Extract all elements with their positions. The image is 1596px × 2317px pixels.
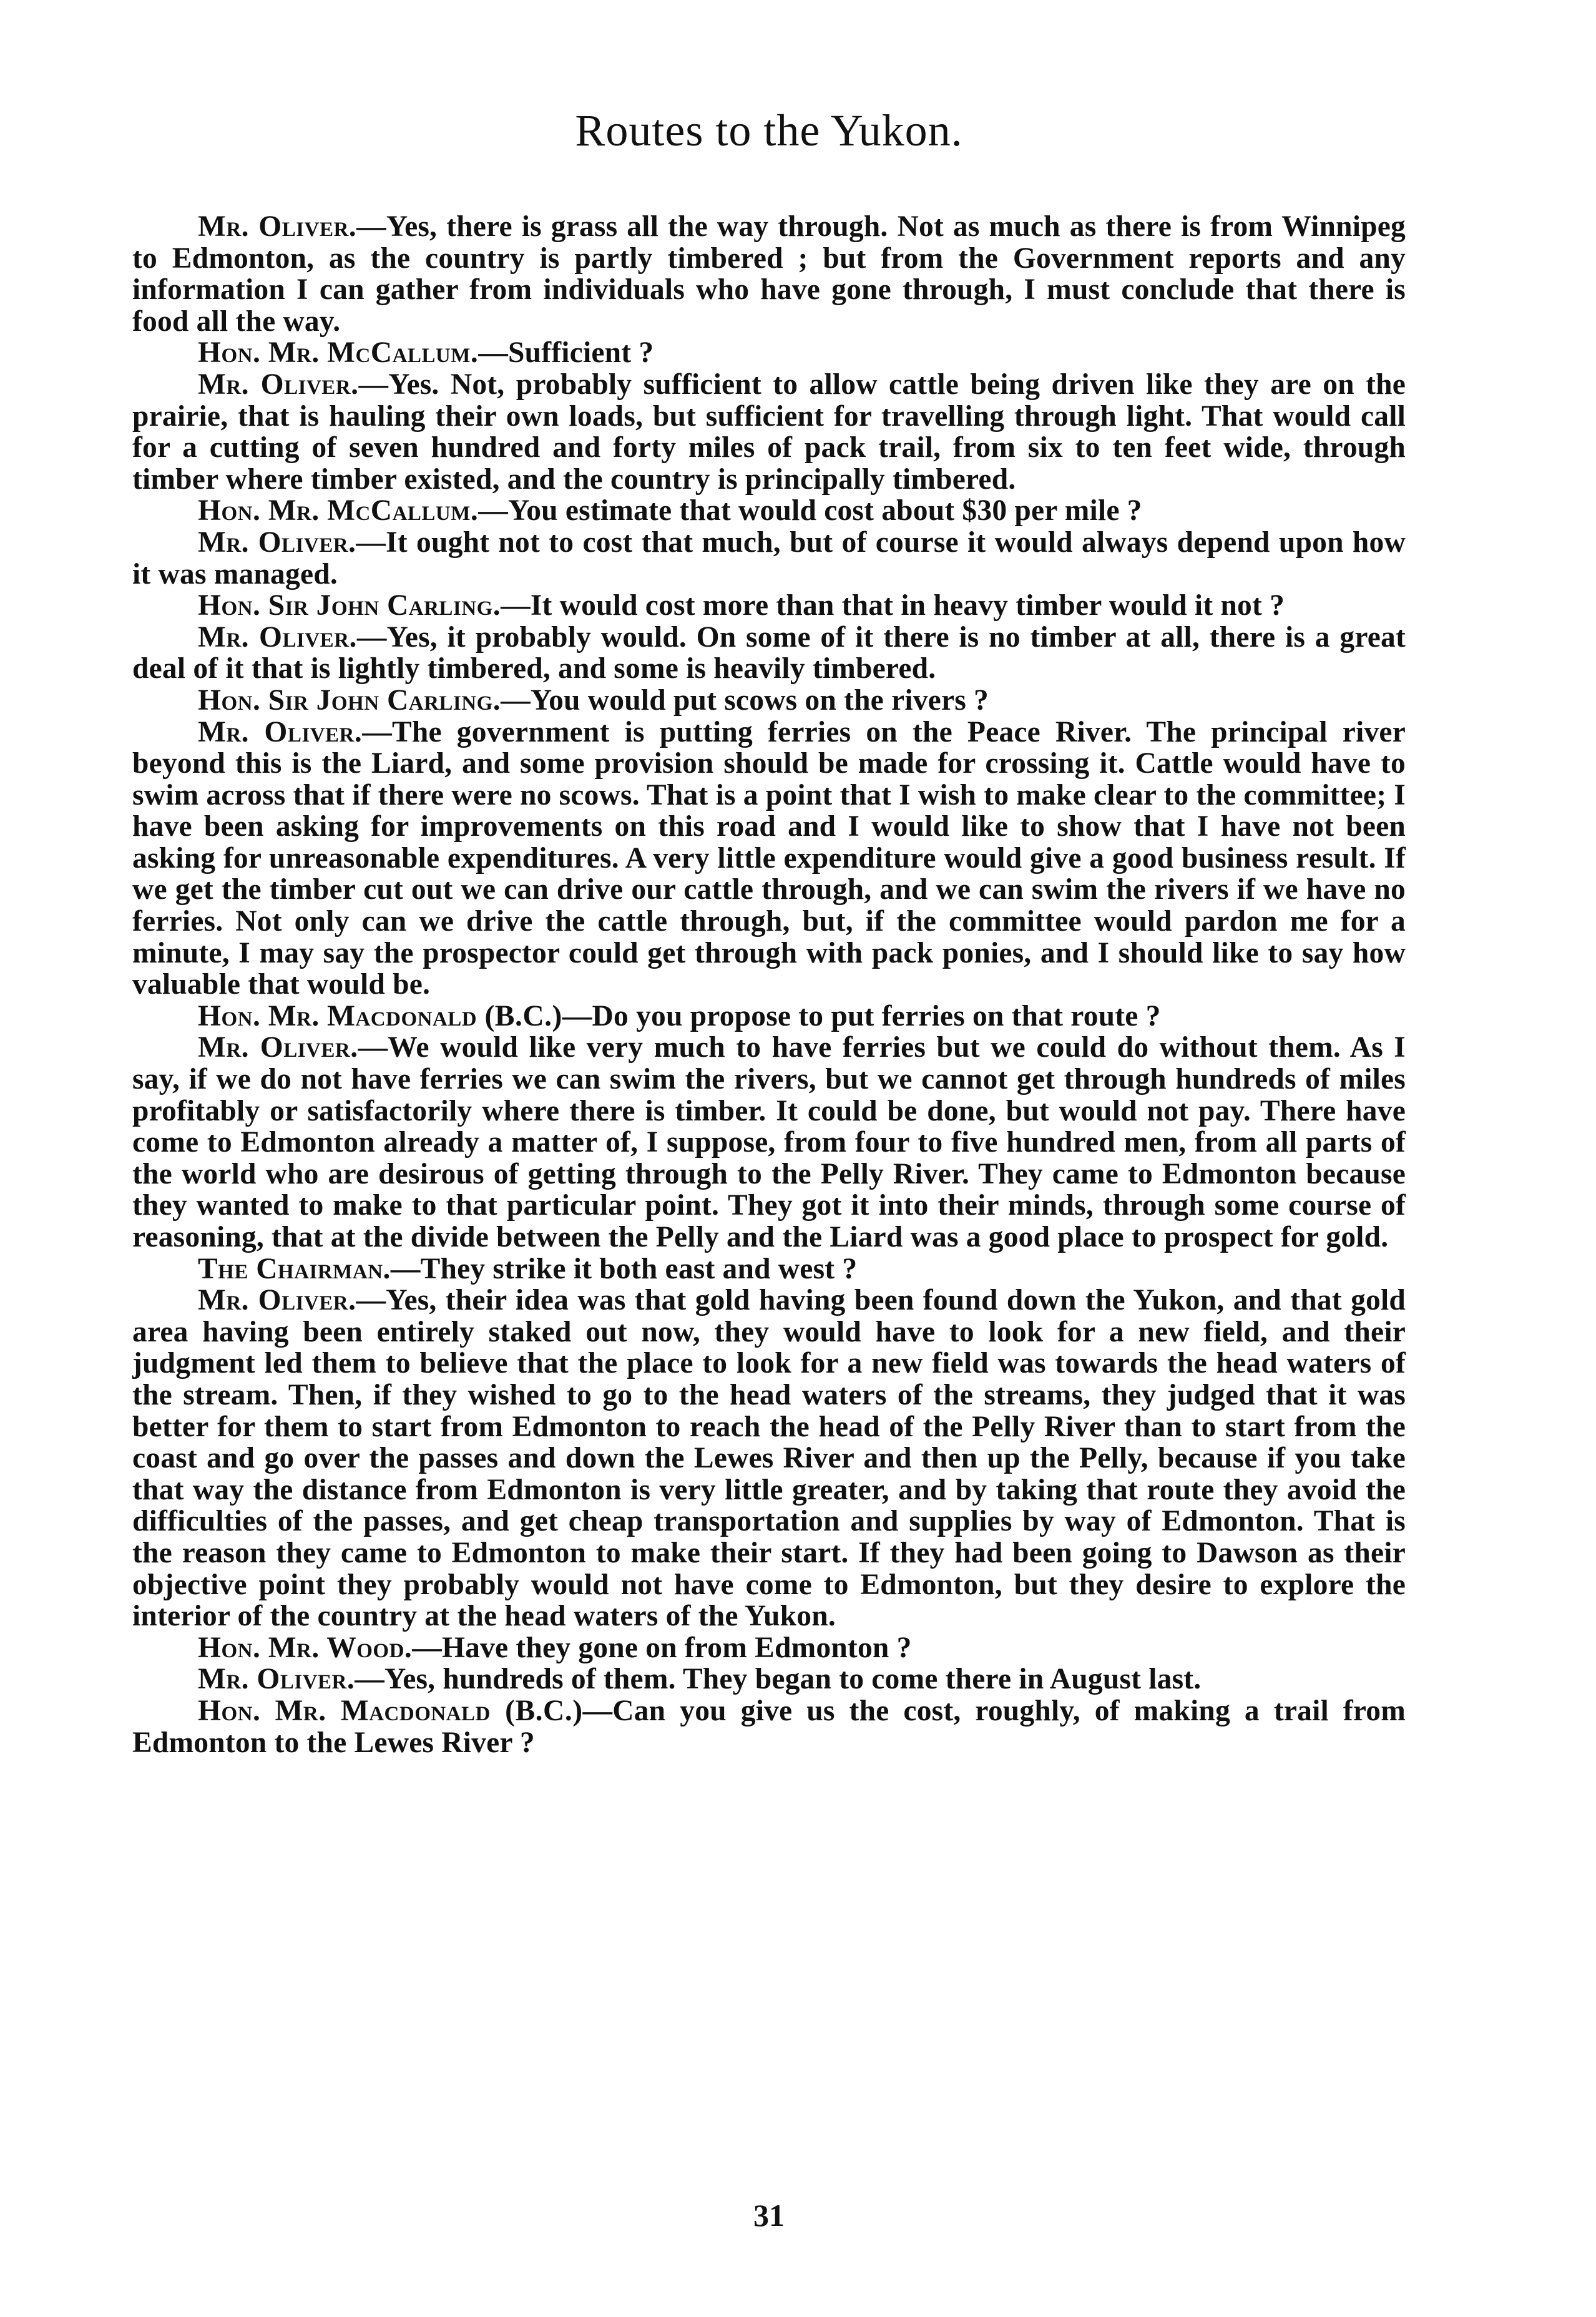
paragraph-text: —They strike it both east and west ? [390, 1252, 858, 1285]
page-number: 31 [753, 2198, 785, 2233]
paragraph-text: —Yes, it probably would. On some of it there is no timber at all, there is a great deal of it that is lightly timbered, and some is heavily timbered. [132, 620, 1406, 685]
paragraph-text: —Sufficient ? [478, 336, 654, 370]
paragraph-text: —Have they gone on from Edmonton ? [412, 1631, 912, 1664]
speaker-name: Mr. Oliver. [198, 1663, 355, 1696]
paragraph [132, 211, 1406, 337]
paragraph-text: —You would put scows on the rivers ? [501, 683, 989, 717]
paragraph [132, 337, 1406, 369]
paragraph [132, 527, 1406, 590]
paragraph [132, 685, 1406, 717]
paragraph [132, 1032, 1406, 1253]
paragraph [132, 1001, 1406, 1032]
paragraph [132, 369, 1406, 495]
speaker-name: Mr. Oliver. [198, 526, 356, 559]
paragraph-text: —Yes, there is grass all the way through. Not as much as there is from Winnipeg to Edmonton, as the country is partly timbered ; but from the Government reports and any information I can gather from individuals who have gone through, I must conclude that there is food all the way. [132, 210, 1406, 338]
paragraph [132, 622, 1406, 685]
speaker-name: Hon. Mr. McCallum. [198, 336, 479, 370]
paragraph [132, 1285, 1406, 1632]
speaker-name: Hon. Mr. Macdonald (B.C.) [198, 999, 562, 1032]
paragraph-text: —It ought not to cost that much, but of course it would always depend upon how it was managed. [132, 526, 1406, 590]
speaker-name: Hon. Mr. McCallum. [198, 494, 479, 527]
speaker-name: Hon. Sir John Carling. [198, 683, 501, 717]
paragraph [132, 495, 1406, 527]
speaker-name: Mr. Oliver. [198, 715, 363, 748]
paragraph [132, 1663, 1406, 1695]
paragraph-text: —Can you give us the cost, roughly, of making a trail from Edmonton to the Lewes River ? [132, 1694, 1406, 1759]
paragraph [132, 590, 1406, 622]
speaker-name: Mr. Oliver. [198, 1284, 356, 1317]
speaker-name: Hon. Mr. Macdonald (B.C.) [198, 1694, 583, 1727]
paragraph-text: —We would like very much to have ferries but we could do without them. As I say, if we do not have ferries we can swim the rivers, but we cannot get through hundreds of miles profitably or satisfactorily where there is timber. It could be done, but would not pay. There have come to Edmonton already a matter of, I suppose, from four to five hundred men, from all parts of the world who are desirous of getting through to the Pelly River. They came to Edmonton because they wanted to make to that particular point. They got it into their minds, through some course of reasoning, that at the divide between the Pelly and the Liard was a good place to prospect for gold. [132, 1031, 1406, 1253]
paragraph [132, 717, 1406, 1001]
paragraph [132, 1695, 1406, 1758]
paragraph-text: —Yes, hundreds of them. They began to come there in August last. [355, 1663, 1202, 1696]
speaker-name: Hon. Sir John Carling. [198, 589, 501, 622]
speaker-name: Mr. Oliver. [198, 368, 359, 401]
speaker-name: Mr. Oliver. [198, 210, 357, 243]
page-header: Routes to the Yukon. [575, 105, 963, 155]
speaker-name: Hon. Mr. Wood. [198, 1631, 413, 1664]
page-body [132, 211, 1406, 1758]
speaker-name: Mr. Oliver. [198, 1031, 358, 1064]
paragraph [132, 1632, 1406, 1664]
paragraph-text: —The government is putting ferries on the Peace River. The principal river beyond this is the Liard, and some provision should be made for crossing it. Cattle would have to swim across that if there were no scows. That is a point that I wish to make clear to the committee; I have been asking for improvements on this road and I would like to show that I have not been asking for unreasonable expenditures. A very little expenditure would give a good business result. If we get the timber cut out we can drive our cattle through, and we can swim the rivers if we have no ferries. Not only can we drive the cattle through, but, if the committee would pardon me for a minute, I may say the prospector could get through with pack ponies, and I should like to say how valuable that would be. [132, 715, 1406, 1001]
speaker-name: Mr. Oliver. [198, 620, 357, 654]
paragraph-text: —Yes. Not, probably sufficient to allow cattle being driven like they are on the prairie, that is hauling their own loads, but sufficient for travelling through light. That would call for a cutting of seven hundred and forty miles of pack trail, from six to ten feet wide, through timber where timber existed, and the country is principally timbered. [132, 368, 1406, 496]
paragraph-text: —Yes, their idea was that gold having been found down the Yukon, and that gold area having been entirely staked out now, they would have to look for a new field, and their judgment led them to believe that the place to look for a new field was towards the head waters of the stream. Then, if they wished to go to the head waters of the streams, they judged that it was better for them to start from Edmonton to reach the head of the Pelly River than to start from the coast and go over the passes and down the Lewes River and then up the Pelly, because if you take that way the distance from Edmonton is very little greater, and by taking that route they avoid the difficulties of the passes, and get cheap transportation and supplies by way of Edmonton. That is the reason they came to Edmonton to make their start. If they had been going to Dawson as their objective point they probably would not have come to Edmonton, but they desire to explore the interior of the country at the head waters of the Yukon. [132, 1284, 1406, 1633]
paragraph-text: —It would cost more than that in heavy timber would it not ? [501, 589, 1285, 622]
document-page [132, 0, 1406, 2317]
paragraph [132, 1253, 1406, 1285]
paragraph-text: —You estimate that would cost about $30 per mile ? [478, 494, 1142, 527]
paragraph-text: —Do you propose to put ferries on that route ? [562, 999, 1161, 1032]
speaker-name: The Chairman. [198, 1252, 391, 1285]
